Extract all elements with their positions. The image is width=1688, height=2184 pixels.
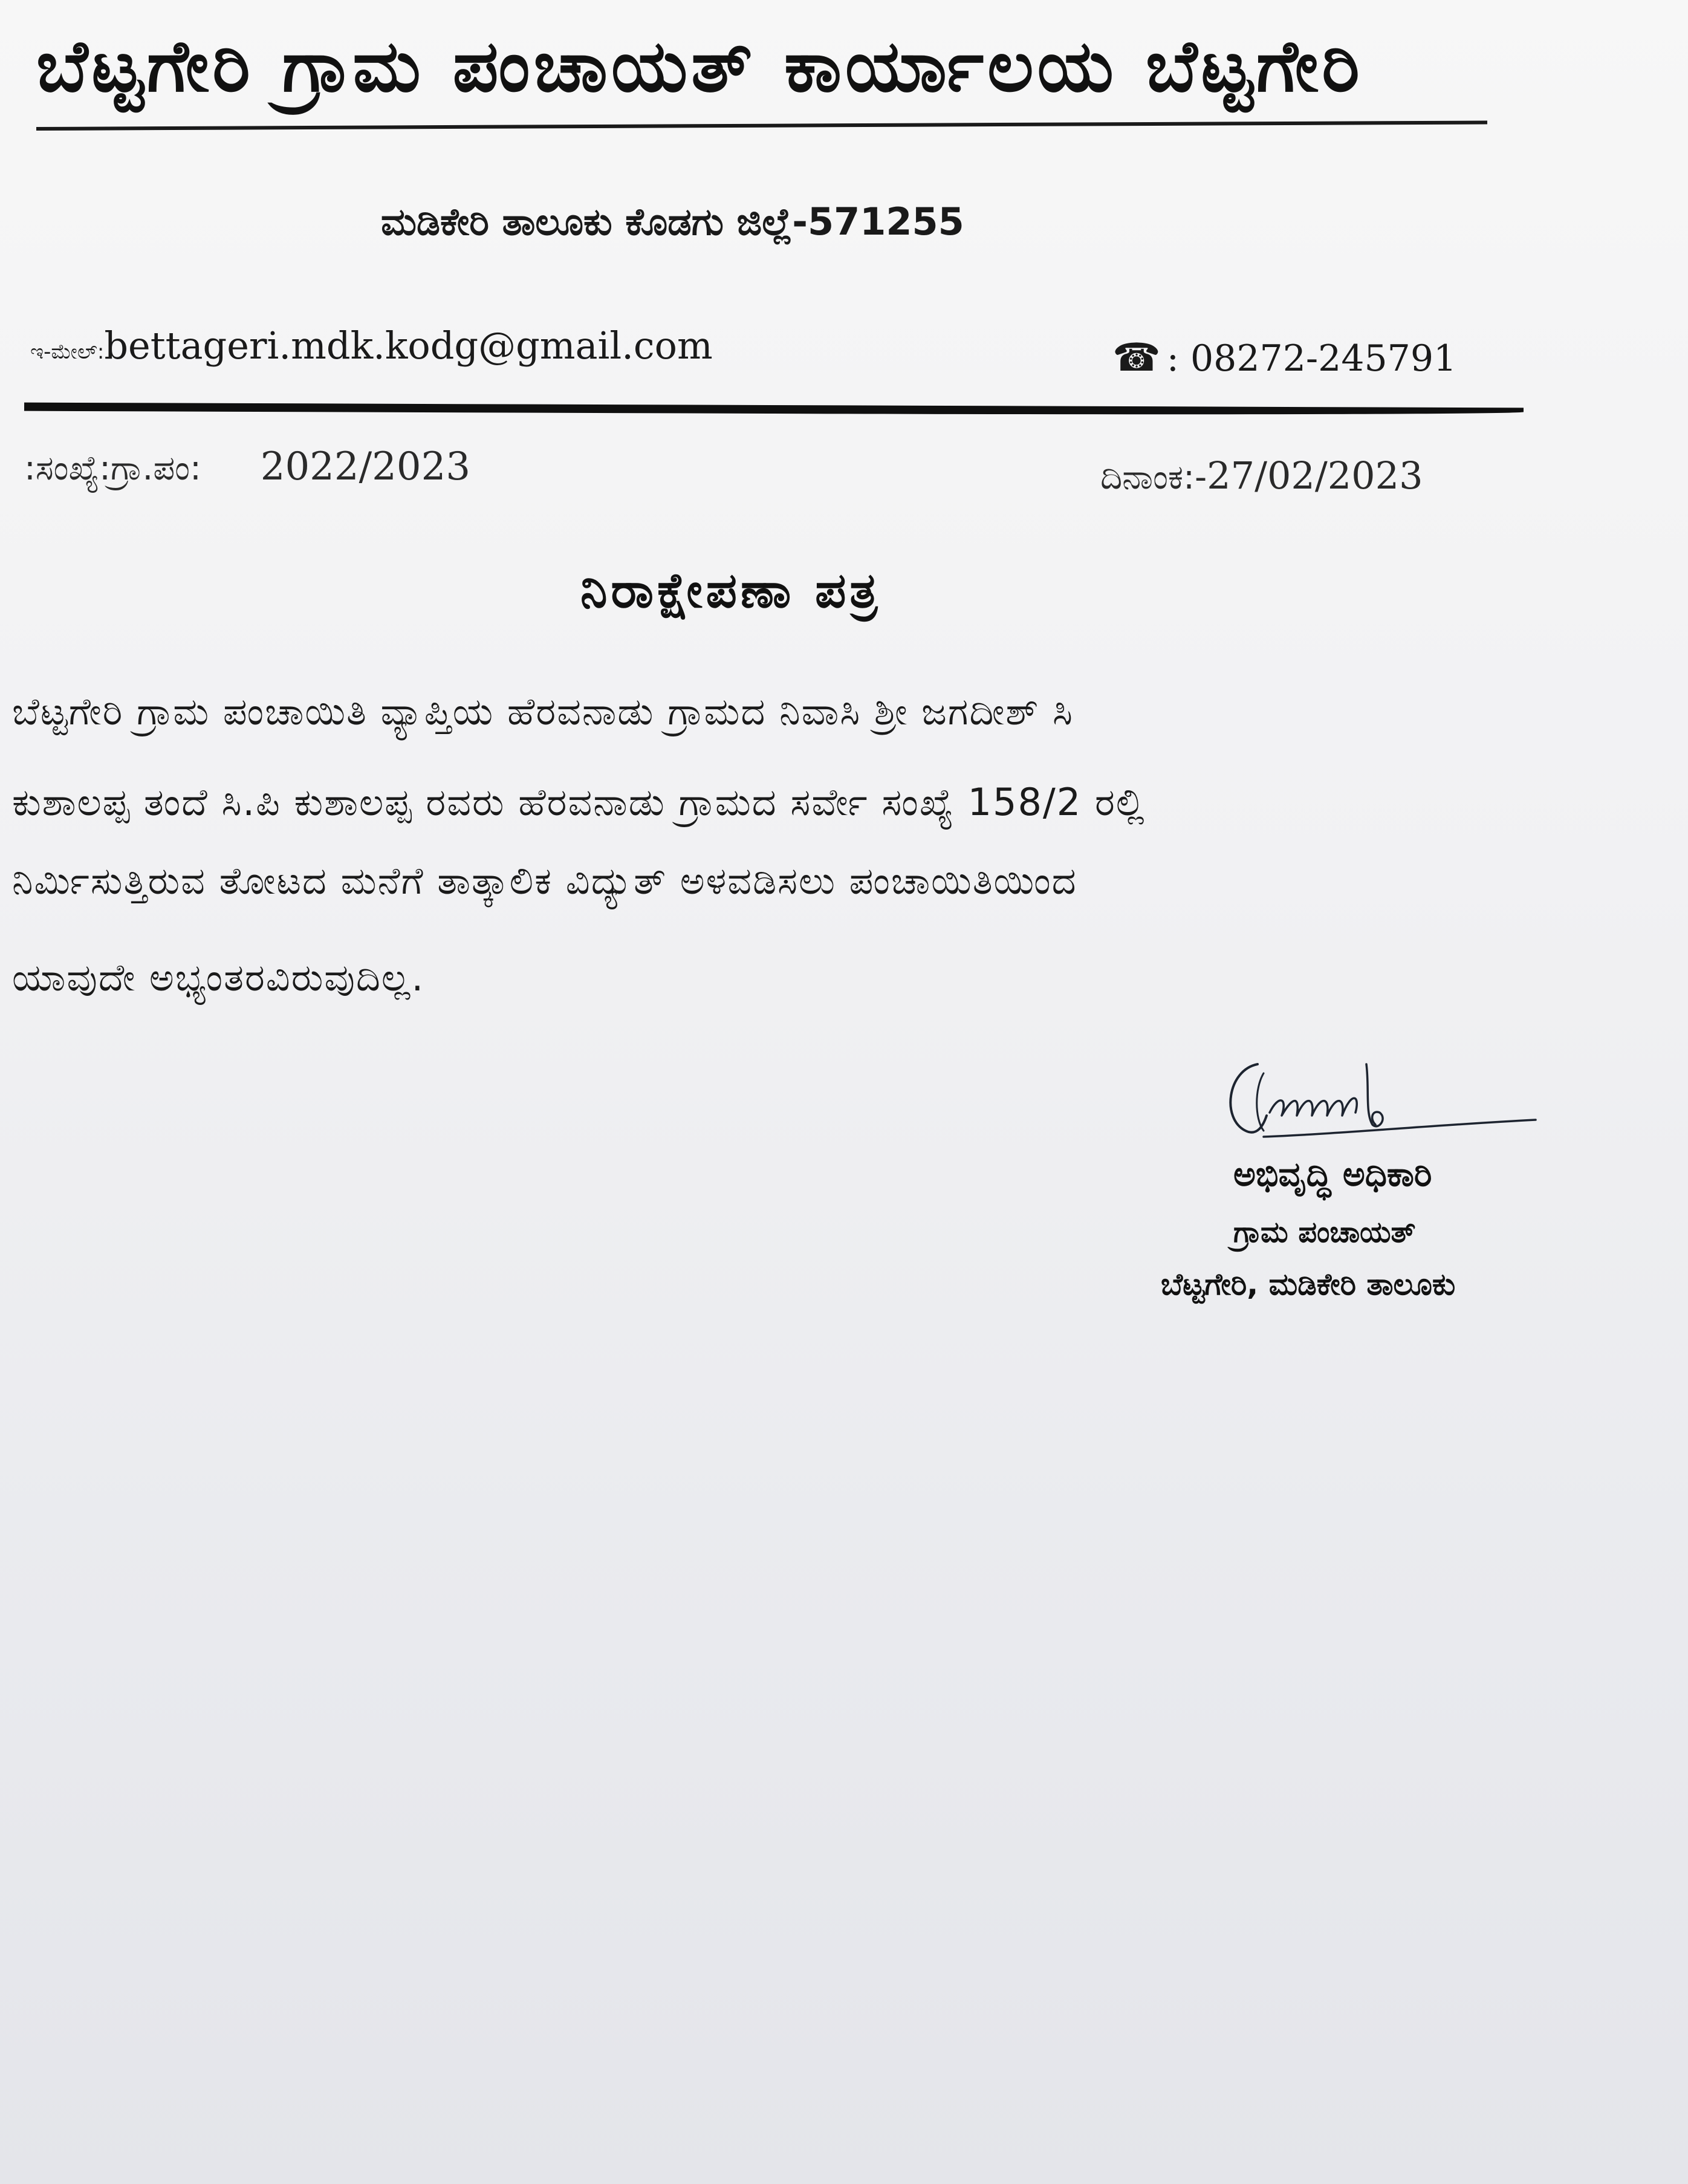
signatory-location: ಬೆಟ್ಟಗೇರಿ, ಮಡಿಕೇರಿ ತಾಲೂಕು [1161, 1267, 1456, 1302]
telephone-icon: ☎ [1112, 336, 1161, 380]
date-label: ದಿನಾಂಕ:- [1100, 458, 1207, 497]
header-divider [24, 403, 1524, 417]
reference-value: 2022/2023 [260, 444, 471, 489]
phone-number: : 08272-245791 [1166, 337, 1457, 380]
office-address: ಮಡಿಕೇರಿ ತಾಲೂಕು ಕೊಡಗು ಜಿಲ್ಲೆ-571255 [381, 200, 964, 244]
body-line-4: ಯಾವುದೇ ಅಭ್ಯಂತರವಿರುವುದಿಲ್ಲ. [12, 955, 425, 999]
body-line-3: ನಿರ್ಮಿಸುತ್ತಿರುವ ತೋಟದ ಮನೆಗೆ ತಾತ್ಕಾಲಿಕ ವಿದ್ಯುತ್ ಅಳವಡಿಸಲು ಪಂಚಾಯಿತಿಯಿಂದ [12, 859, 1077, 903]
title-underline [36, 121, 1487, 131]
office-title: ಬೆಟ್ಟಗೇರಿ ಗ್ರಾಮ ಪಂಚಾಯತ್ ಕಾರ್ಯಾಲಯ ಬೆಟ್ಟಗೇರಿ [36, 24, 1363, 108]
body-line-2: ಕುಶಾಲಪ್ಪ ತಂದೆ ಸಿ.ಪಿ ಕುಶಾಲಪ್ಪ ರವರು ಹೆರವನಾಡು ಗ್ರಾಮದ ಸರ್ವೇ ಸಂಖ್ಯೆ 158/2 ರಲ್ಲಿ [12, 780, 1146, 824]
reference-label: :ಸಂಖ್ಯೆ:ಗ್ರಾ.ಪಂ: [24, 449, 201, 488]
handwritten-signature [1221, 1052, 1560, 1155]
letter-date [1100, 453, 1423, 498]
signatory-office: ಗ್ರಾಮ ಪಂಚಾಯತ್ [1233, 1215, 1416, 1249]
document-title: ನಿರಾಕ್ಷೇಪಣಾ ಪತ್ರ [580, 562, 881, 619]
email-label: ಇ-ಮೇಲ್: [30, 340, 105, 364]
email-line [30, 323, 713, 368]
signatory-designation: ಅಭಿವೃದ್ಧಿ ಅಧಿಕಾರಿ [1233, 1155, 1432, 1194]
signature-block [1161, 1052, 1536, 1342]
date-value: 27/02/2023 [1207, 453, 1423, 498]
reference-number [24, 444, 470, 489]
phone-line [1112, 336, 1456, 380]
body-line-1: ಬೆಟ್ಟಗೇರಿ ಗ್ರಾಮ ಪಂಚಾಯಿತಿ ವ್ಯಾಪ್ತಿಯ ಹೆರವನಾಡು ಗ್ರಾಮದ ನಿವಾಸಿ ಶ್ರೀ ಜಗದೀಶ್ ಸಿ [12, 689, 1074, 733]
email-address: bettageri.mdk.kodg@gmail.com [104, 323, 713, 368]
